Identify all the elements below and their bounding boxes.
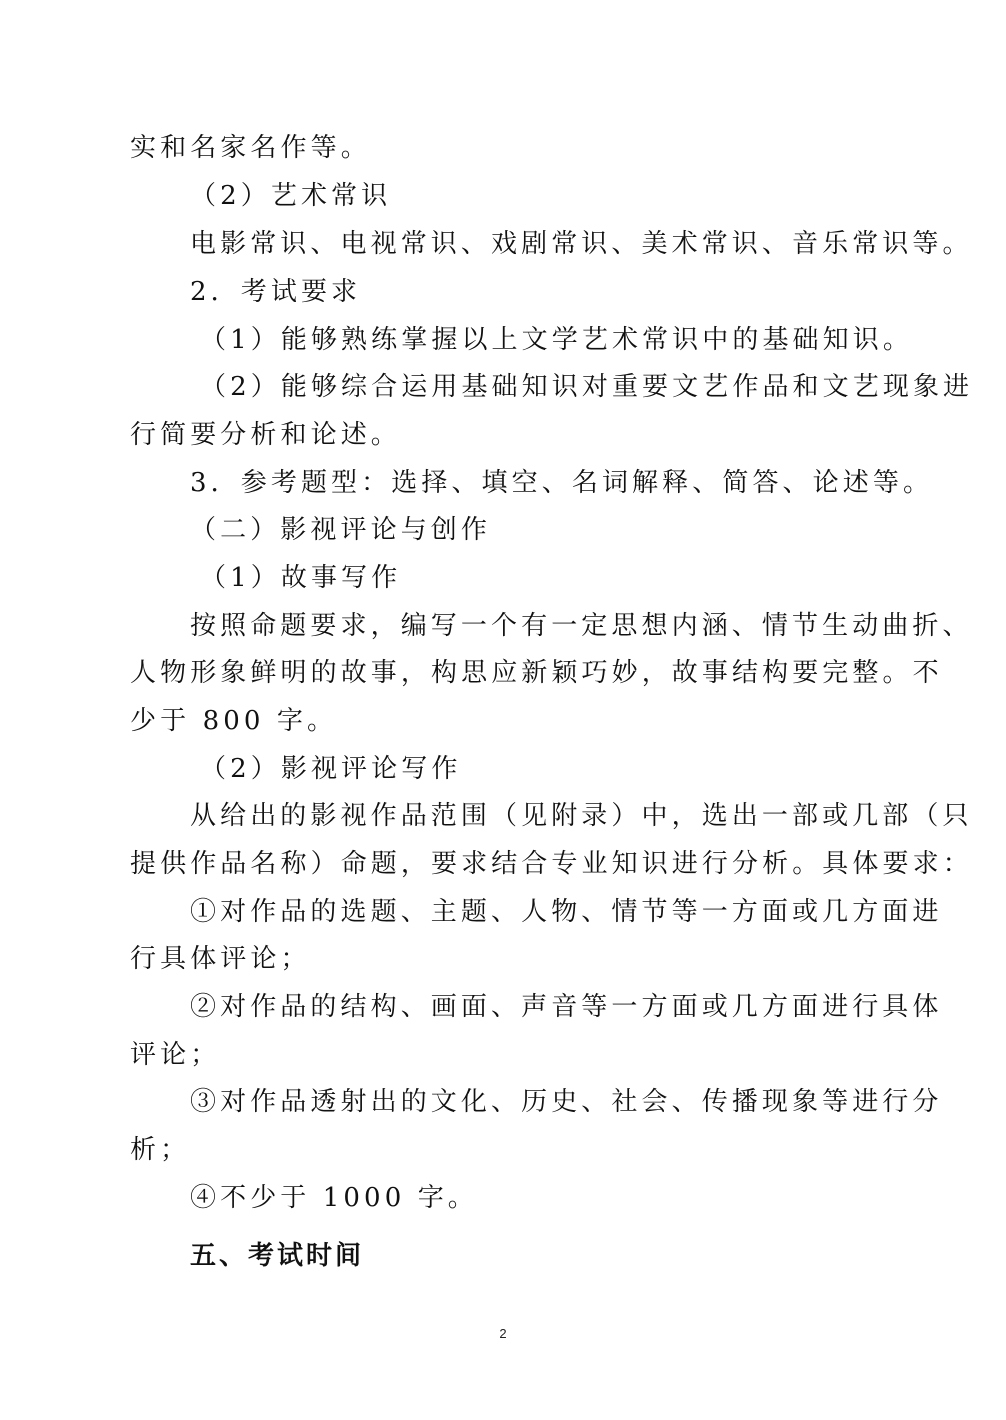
subheading-story-writing: （1）故事写作 xyxy=(200,563,402,593)
body-line: 行简要分析和论述。 xyxy=(130,420,401,450)
body-line: 电影常识、电视常识、戏剧常识、美术常识、音乐常识等。 xyxy=(190,229,973,259)
body-line: 行具体评论； xyxy=(130,944,311,974)
body-line: （1）能够熟练掌握以上文学艺术常识中的基础知识。 xyxy=(200,325,913,355)
body-line: 提供作品名称）命题，要求结合专业知识进行分析。具体要求： xyxy=(130,849,973,879)
list-item: ③对作品透射出的文化、历史、社会、传播现象等进行分 xyxy=(190,1087,943,1117)
list-item: ①对作品的选题、主题、人物、情节等一方面或几方面进 xyxy=(190,897,943,927)
list-item: ②对作品的结构、画面、声音等一方面或几方面进行具体 xyxy=(190,992,943,1022)
body-line: （2）能够综合运用基础知识对重要文艺作品和文艺现象进 xyxy=(200,372,974,402)
subheading-exam-requirements: 2．考试要求 xyxy=(190,277,362,307)
body-line: 从给出的影视作品范围（见附录）中，选出一部或几部（只 xyxy=(190,801,973,831)
subheading-question-types: 3．参考题型：选择、填空、名词解释、简答、论述等。 xyxy=(190,468,934,498)
body-line: 评论； xyxy=(130,1040,221,1070)
body-line: 人物形象鲜明的故事，构思应新颖巧妙，故事结构要完整。不 xyxy=(130,658,943,688)
body-line: 按照命题要求，编写一个有一定思想内涵、情节生动曲折、 xyxy=(190,611,973,641)
page-number: 2 xyxy=(499,1326,507,1341)
subheading-film-review-creation: （二）影视评论与创作 xyxy=(190,515,492,545)
body-line: 少于 800 字。 xyxy=(130,706,338,736)
list-item: ④不少于 1000 字。 xyxy=(190,1183,478,1213)
subheading-art-knowledge: （2）艺术常识 xyxy=(190,181,392,211)
body-line: 实和名家名作等。 xyxy=(130,133,371,163)
body-line: 析； xyxy=(130,1135,191,1165)
subheading-film-review-writing: （2）影视评论写作 xyxy=(200,754,462,784)
section-heading-exam-time: 五、考试时间 xyxy=(190,1241,365,1271)
